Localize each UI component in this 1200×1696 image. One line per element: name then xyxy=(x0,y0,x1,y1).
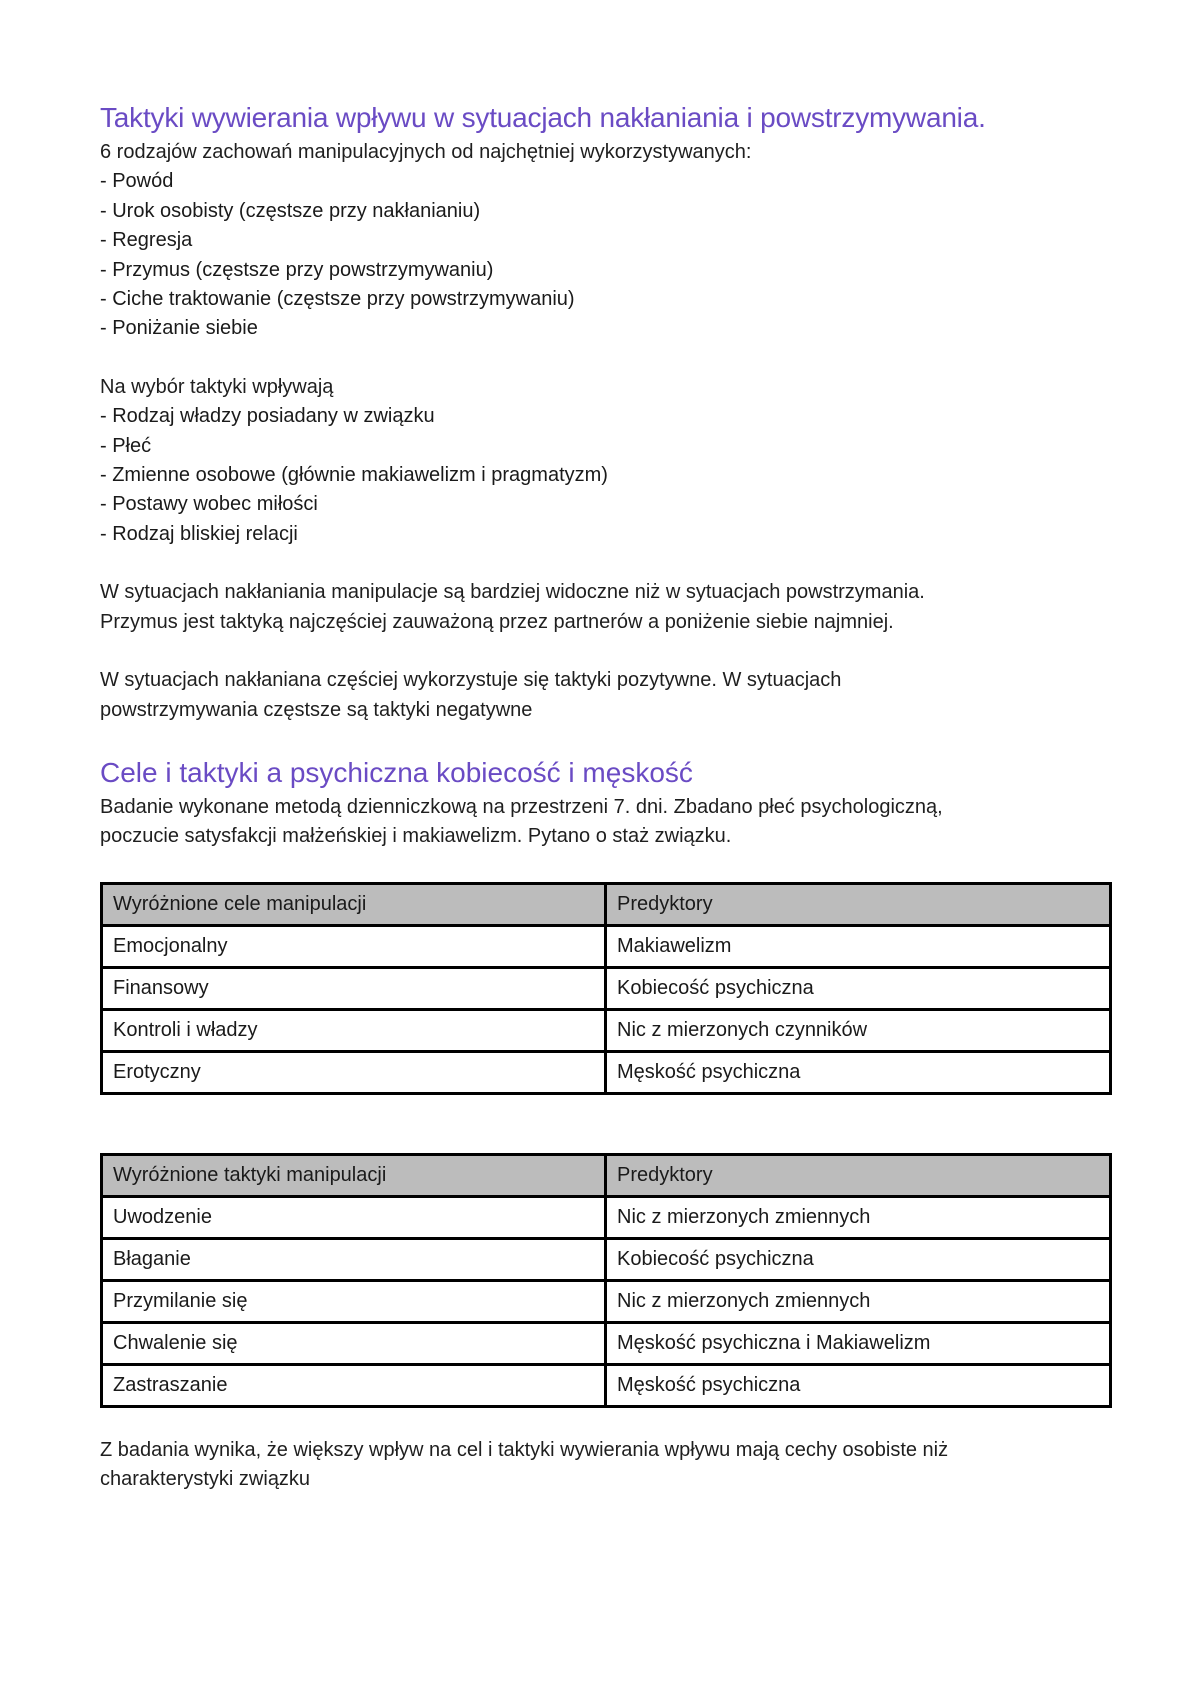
list-item: - Płeć xyxy=(100,432,1112,461)
table-cell: Emocjonalny xyxy=(102,925,606,967)
list-item: - Ciche traktowanie (częstsze przy powstrzymywaniu) xyxy=(100,285,1112,314)
table-cell: Uwodzenie xyxy=(102,1196,606,1238)
table-cell: Przymilanie się xyxy=(102,1280,606,1322)
paragraph-tactics-line2: powstrzymywania częstsze są taktyki negatywne xyxy=(100,698,533,721)
list-item: - Poniżanie siebie xyxy=(100,314,1112,343)
table-cell: Nic z mierzonych zmiennych xyxy=(606,1196,1111,1238)
goals-table xyxy=(100,882,1112,1095)
table-row xyxy=(102,1009,1111,1051)
section-title-goals: Cele i taktyki a psychiczna kobiecość i męskość xyxy=(100,756,693,788)
table-cell: Kontroli i władzy xyxy=(102,1009,606,1051)
table-cell: Męskość psychiczna xyxy=(606,1051,1111,1093)
table-row xyxy=(102,1280,1111,1322)
paragraph-visibility-line2: Przymus jest taktyką najczęściej zauważoną przez partnerów a poniżenie siebie najmniej. xyxy=(100,610,894,633)
conclusion-line1: Z badania wynika, że większy wpływ na cel i taktyki wywierania wpływu mają cechy osobiste niż xyxy=(100,1438,949,1461)
table-cell: Chwalenie się xyxy=(102,1322,606,1364)
table-cell: Nic z mierzonych zmiennych xyxy=(606,1280,1111,1322)
study-intro-line1: Badanie wykonane metodą dzienniczkową na przestrzeni 7. dni. Zbadano płeć psychologiczną, xyxy=(100,795,943,818)
paragraph-tactics-line1: W sytuacjach nakłaniana częściej wykorzystuje się taktyki pozytywne. W sytuacjach xyxy=(100,669,842,692)
tactics-table xyxy=(100,1153,1112,1408)
table-cell: Męskość psychiczna i Makiawelizm xyxy=(606,1322,1111,1364)
table-cell: Erotyczny xyxy=(102,1051,606,1093)
factors-list xyxy=(100,402,1112,549)
table-header-cell: Wyróżnione taktyki manipulacji xyxy=(102,1154,606,1196)
table-row xyxy=(102,1322,1111,1364)
table-row xyxy=(102,1238,1111,1280)
table-row xyxy=(102,925,1111,967)
list-item: - Postawy wobec miłości xyxy=(100,490,1112,519)
list-item: - Rodzaj bliskiej relacji xyxy=(100,520,1112,549)
list-item: - Regresja xyxy=(100,226,1112,255)
paragraph-visibility-line1: W sytuacjach nakłaniania manipulacje są bardziej widoczne niż w sytuacjach powstrzymania. xyxy=(100,581,925,604)
behaviors-list xyxy=(100,167,1112,343)
table-row xyxy=(102,1051,1111,1093)
table-header-cell: Predyktory xyxy=(606,1154,1111,1196)
factors-intro: Na wybór taktyki wpływają xyxy=(100,375,334,398)
study-intro-line2: poczucie satysfakcji małżeńskiej i makiawelizm. Pytano o staż związku. xyxy=(100,825,732,848)
table-cell: Kobiecość psychiczna xyxy=(606,967,1111,1009)
list-item: - Zmienne osobowe (głównie makiawelizm i pragmatyzm) xyxy=(100,461,1112,490)
table-header-cell: Wyróżnione cele manipulacji xyxy=(102,883,606,925)
conclusion-line2: charakterystyki związku xyxy=(100,1468,311,1491)
table-cell: Męskość psychiczna xyxy=(606,1364,1111,1406)
table-header-row xyxy=(102,1154,1111,1196)
table-row xyxy=(102,1196,1111,1238)
table-header-cell: Predyktory xyxy=(606,883,1111,925)
table-cell: Zastraszanie xyxy=(102,1364,606,1406)
table-cell: Nic z mierzonych czynników xyxy=(606,1009,1111,1051)
document-page xyxy=(100,98,1112,1495)
list-item: - Urok osobisty (częstsze przy nakłanianiu) xyxy=(100,197,1112,226)
section-title-tactics: Taktyki wywierania wpływu w sytuacjach nakłaniania i powstrzymywania. xyxy=(100,102,986,133)
list-item: - Powód xyxy=(100,167,1112,196)
table-row xyxy=(102,967,1111,1009)
table-cell: Błaganie xyxy=(102,1238,606,1280)
list-item: - Przymus (częstsze przy powstrzymywaniu) xyxy=(100,256,1112,285)
table-header-row xyxy=(102,883,1111,925)
table-cell: Finansowy xyxy=(102,967,606,1009)
table-cell: Makiawelizm xyxy=(606,925,1111,967)
table-row xyxy=(102,1364,1111,1406)
table-cell: Kobiecość psychiczna xyxy=(606,1238,1111,1280)
list-item: - Rodzaj władzy posiadany w związku xyxy=(100,402,1112,431)
behaviors-intro: 6 rodzajów zachowań manipulacyjnych od najchętniej wykorzystywanych: xyxy=(100,141,752,163)
